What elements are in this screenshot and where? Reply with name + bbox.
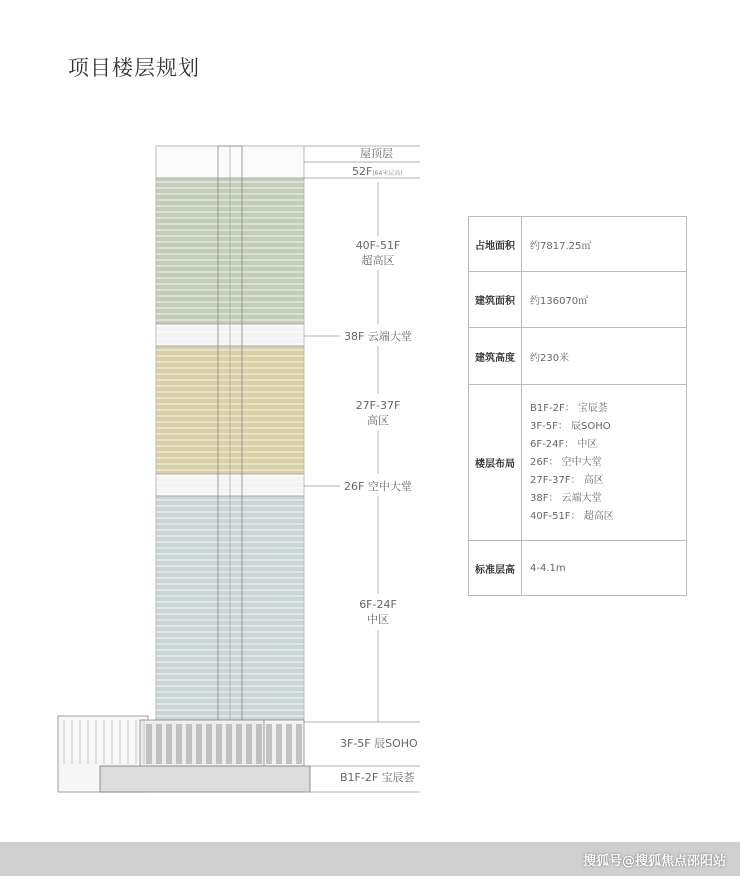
zone-mid-floors: 6F-24F — [359, 598, 397, 611]
table-row — [469, 328, 687, 385]
zone-high-name: 高区 — [367, 414, 389, 427]
zone-super-high-floors: 40F-51F — [355, 239, 401, 252]
table-key: 建筑面积 — [469, 272, 522, 328]
project-info-table — [468, 216, 687, 596]
table-value: 约7817.25㎡ — [522, 217, 687, 272]
table-row — [469, 217, 687, 272]
table-key: 建筑高度 — [469, 328, 522, 385]
floor-label-soho: 3F-5F 辰SOHO — [340, 737, 418, 750]
list-item: 6F-24F： 中区 — [530, 438, 598, 450]
zone-high-floors: 27F-37F — [355, 399, 401, 412]
table-row — [469, 385, 687, 541]
footer-bar — [0, 842, 740, 876]
floor-label-roof: 屋顶层 — [360, 147, 393, 160]
list-item: 3F-5F： 辰SOHO — [530, 420, 611, 432]
list-item: 26F： 空中大堂 — [530, 456, 602, 468]
table-value-list — [522, 385, 687, 541]
list-item: 40F-51F： 超高区 — [530, 510, 614, 522]
floor-label-podium: B1F-2F 宝辰荟 — [340, 771, 415, 784]
floor-label-52f-number: 52F — [352, 165, 373, 178]
table-value: 约136070㎡ — [522, 272, 687, 328]
zone-label-high — [348, 398, 408, 428]
list-item: 38F： 云端大堂 — [530, 492, 602, 504]
zone-super-high-name: 超高区 — [361, 254, 395, 267]
table-value: 约230米 — [522, 328, 687, 385]
zone-label-mid — [348, 597, 408, 627]
table-row — [469, 541, 687, 596]
table-key: 标准层高 — [469, 541, 522, 596]
zone-label-super-high — [348, 238, 408, 268]
list-item: 27F-37F： 高区 — [530, 474, 604, 486]
watermark-text: 搜狐号@搜狐焦点邵阳站 — [582, 854, 726, 869]
zone-mid-name: 中区 — [367, 613, 389, 626]
table-row — [469, 272, 687, 328]
podium-base — [100, 766, 310, 792]
podium — [58, 716, 310, 792]
floor-label-38f: 38F 云端大堂 — [344, 330, 412, 343]
floor-label-52f — [352, 164, 403, 181]
list-item: B1F-2F： 宝辰荟 — [530, 402, 608, 414]
floor-label-26f: 26F 空中大堂 — [344, 480, 412, 493]
table-value: 4-4.1m — [522, 541, 687, 596]
table-key: 占地面积 — [469, 217, 522, 272]
floor-label-52f-note: (64米层高) — [372, 170, 403, 177]
page-title: 项目楼层规划 — [68, 56, 200, 80]
table-key: 楼层布局 — [469, 385, 522, 541]
